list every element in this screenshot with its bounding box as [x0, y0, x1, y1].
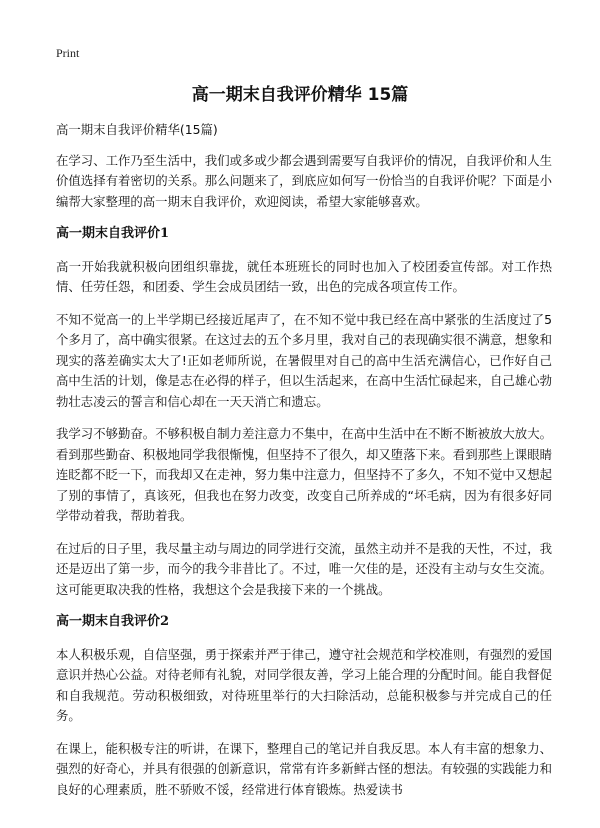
section-paragraph: 高一开始我就积极向团组织靠拢，就任本班班长的同时也加入了校团委宣传部。对工作热情、任劳任怨，和团委、学生会成员团结一致，出色的完成各项宣传工作。 — [56, 258, 552, 294]
section-heading: 高一期末自我评价2 — [56, 614, 170, 629]
section-paragraph: 不知不觉高一的上半学期已经接近尾声了，在不知不觉中我已经在高中紧张的生活度过了5个多月了，高中确实很紧。在这过去的五个多月里，我对自己的表现确实很不满意，想象和现实的落差确实太大了!正如老师所说，在暑假里对自己的高中生活充满信心，已作好自己高中生活的计划，像是志在必得的样子，但以生活起来，在高中生活忙碌起来，自己雄心勃勃壮志凌云的誓言和信心却在一天天消亡和遗忘。 — [56, 311, 552, 409]
section-heading: 高一期末自我评价1 — [56, 226, 170, 241]
document-body — [56, 120, 552, 812]
section-paragraph: 我学习不够勤奋。不够积极自制力差注意力不集中，在高中生活中在不断不断被放大放大。看到那些勤奋、积极地同学我很惭愧，但坚持不了很久，却又堕落下来。看到那些上课眼睛连眨都不眨一下，而我却又在走神，努力集中注意力，但坚持不了多久，不知不觉中又想起了别的事情了，真该死，但我也在努力改变，改变自己所养成的“坏毛病，因为有很多好同学带动着我，帮助着我。 — [56, 426, 552, 523]
document-subtitle: 高一期末自我评价精华(15篇) — [56, 122, 218, 137]
section-paragraph: 本人积极乐观，自信坚强，勇于探索并严于律己，遵守社会规范和学校准则，有强烈的爱国意识并热心公益。对待老师有礼貌，对同学很友善，学习上能合理的分配时间。能自我督促和自我规范。劳动积极细致，对待班里举行的大扫除活动，总能积极参与并完成自己的任务。 — [56, 646, 552, 723]
section-paragraph: 在课上，能积极专注的听讲，在课下，整理自己的笔记并自我反思。本人有丰富的想象力、强烈的好奇心，并具有很强的创新意识，常常有许多新鲜古怪的想法。有较强的实践能力和良好的心理素质，胜不骄败不馁，经常进行体育锻炼。热爱读书 — [56, 740, 552, 797]
section-paragraph: 在过后的日子里，我尽量主动与周边的同学进行交流，虽然主动并不是我的天性，不过，我还是迈出了第一步，而今的我今非昔比了。不过，唯一欠佳的是，还没有主动与女生交流。这可能更取决我的性格，我想这个会是我接下来的一个挑战。 — [56, 540, 552, 597]
print-link[interactable]: Print — [56, 46, 80, 60]
intro-paragraph: 在学习、工作乃至生活中，我们或多或少都会遇到需要写自我评价的情况，自我评价和人生价值选择有着密切的关系。那么问题来了，到底应如何写一份恰当的自我评价呢？下面是小编帮大家整理的高一期末自我评价，欢迎阅读，希望大家能够喜欢。 — [56, 152, 552, 209]
document-title: 高一期末自我评价精华 15篇 — [191, 85, 409, 105]
